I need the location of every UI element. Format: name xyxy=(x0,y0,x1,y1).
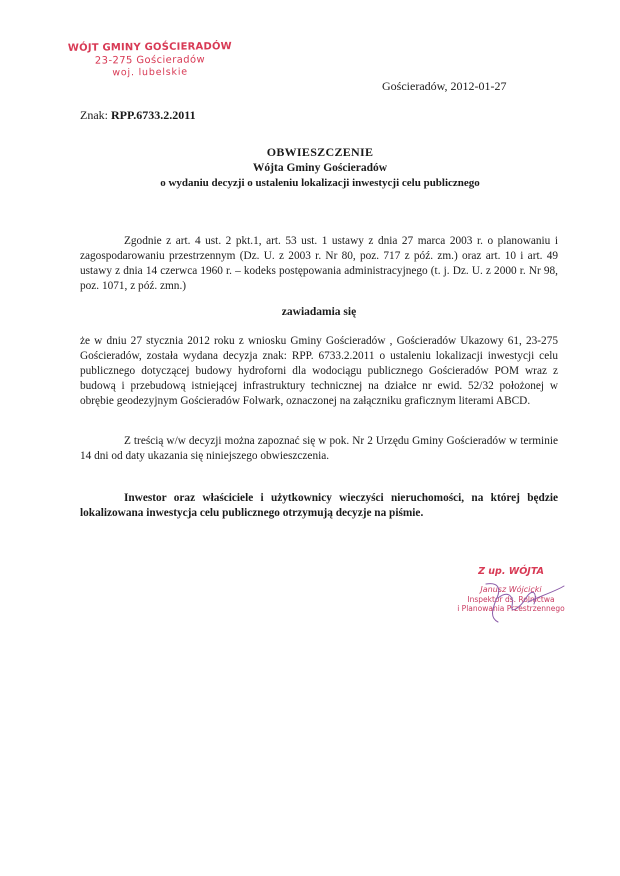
title-main: OBWIESZCZENIE xyxy=(266,145,374,159)
signatory-name: Janusz Wójcicki xyxy=(480,585,542,595)
office-stamp xyxy=(60,41,240,80)
reference-number xyxy=(80,108,196,123)
handwritten-signature xyxy=(468,578,568,628)
document-date: Gościeradów, 2012-01-27 xyxy=(382,79,507,93)
document-title xyxy=(80,145,560,190)
notice-paragraph: Inwestor oraz właściciele i użytkownicy wieczyści nieruchomości, na której będzie lokalizowana inwestycja celu publicznego otrzymują decyzje na piśmie. xyxy=(80,492,558,519)
announcement-heading: zawiadamia się xyxy=(281,306,357,318)
stamp-line-region: woj. lubelskie xyxy=(112,66,188,79)
stamp-line-postcode: 23-275 Gościeradów xyxy=(94,53,206,67)
reference-label: Znak: xyxy=(80,108,108,122)
title-subject: o wydaniu decyzji o ustaleniu lokalizacji inwestycji celu publicznego xyxy=(160,176,480,189)
signatory-role-line1: Inspektor ds. Rolnictwa xyxy=(467,594,555,604)
decision-paragraph: że w dniu 27 stycznia 2012 roku z wniosku Gminy Gościeradów , Gościeradów Ukazowy 61, 23-275 Gościeradów, została wydana decyzja znak: RPP. 6733.2.2011 o ustaleniu lokalizacji inwestycji celu publicznego dotyczącej budowy hydroforni dla wodociągu publicznego Gościeradów POM wraz z budową i przebudową istniejącej infrastruktury technicznej na działce nr ewid. 52/32 położonej w obrębie geodezyjnym Gościeradów Folwark, oznaczonej na załączniku graficznym literami ABCD. xyxy=(80,335,558,407)
title-issuer: Wójta Gminy Gościeradów xyxy=(252,161,388,174)
inspection-paragraph: Z treścią w/w decyzji można zapoznać się w pok. Nr 2 Urzędu Gminy Gościeradów w terminie 14 dni od daty ukazania się niniejszego obwieszczenia. xyxy=(80,435,558,462)
signatory-role-line2: i Planowania Przestrzennego xyxy=(457,603,565,613)
stamp-line-office: WÓJT GMINY GOŚCIERADÓW xyxy=(67,41,232,54)
legal-basis-paragraph: Zgodnie z art. 4 ust. 2 pkt.1, art. 53 ust. 1 ustawy z dnia 27 marca 2003 r. o planowaniu i zagospodarowaniu przestrzennym (Dz. U. z 2003 r. Nr 80, poz. 717 z póź. zm.) oraz art. 10 i art. 49 ustawy z dnia 14 czerwca 1960 r. – kodeks postępowania administracyjnego (t. j. Dz. U. z 2000 r. Nr 98, poz. 1071, z póź. zmn.) xyxy=(80,235,558,292)
signature-authority: Z up. WÓJTA xyxy=(478,566,544,577)
reference-value: RPP.6733.2.2011 xyxy=(111,108,196,122)
